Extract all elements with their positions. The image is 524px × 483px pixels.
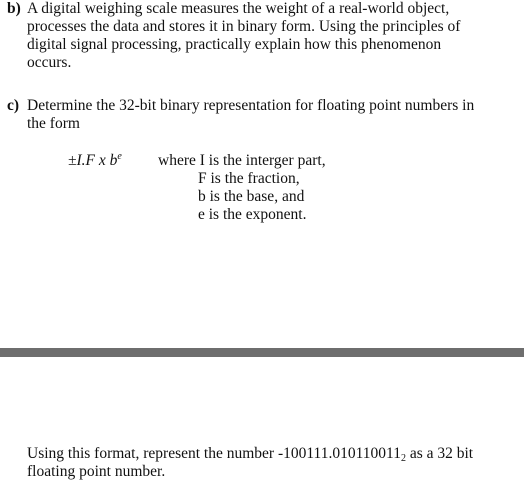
question-b-line: occurs. bbox=[27, 54, 72, 71]
floating-point-formula bbox=[68, 152, 122, 170]
formula-exponent: e bbox=[117, 151, 122, 162]
definition-integer-part: where I is the interger part, bbox=[158, 152, 326, 169]
question-represent-suffix: as a 32 bit bbox=[405, 445, 474, 462]
question-represent-line-2: floating point number. bbox=[27, 463, 166, 480]
number-base-subscript: 2 bbox=[400, 453, 406, 464]
question-c-line: the form bbox=[27, 115, 80, 132]
question-c-line: Determine the 32-bit binary representation for floating point numbers in bbox=[27, 97, 475, 114]
definition-exponent: e is the exponent. bbox=[198, 206, 307, 223]
question-represent-line-1 bbox=[27, 445, 517, 463]
question-b-text bbox=[27, 0, 512, 72]
question-b-label: b) bbox=[7, 0, 21, 17]
formula-base: ±I.F x b bbox=[68, 152, 118, 169]
formula-definitions bbox=[158, 152, 326, 224]
question-represent-number bbox=[27, 445, 517, 481]
question-c bbox=[7, 97, 512, 132]
question-c-label: c) bbox=[7, 97, 20, 114]
question-b-line: A digital weighing scale measures the weight of a real-world object, bbox=[27, 0, 450, 17]
question-b-line: processes the data and stores it in binary form. Using the principles of bbox=[27, 18, 461, 35]
question-b-line: digital signal processing, practically explain how this phenomenon bbox=[27, 36, 442, 53]
question-b bbox=[7, 0, 512, 71]
definition-fraction: F is the fraction, bbox=[198, 170, 300, 187]
definition-base: b is the base, and bbox=[198, 188, 305, 205]
section-divider bbox=[0, 348, 524, 357]
question-c-text bbox=[27, 97, 512, 133]
question-represent-prefix: Using this format, represent the number -100111.010110011 bbox=[27, 445, 401, 462]
